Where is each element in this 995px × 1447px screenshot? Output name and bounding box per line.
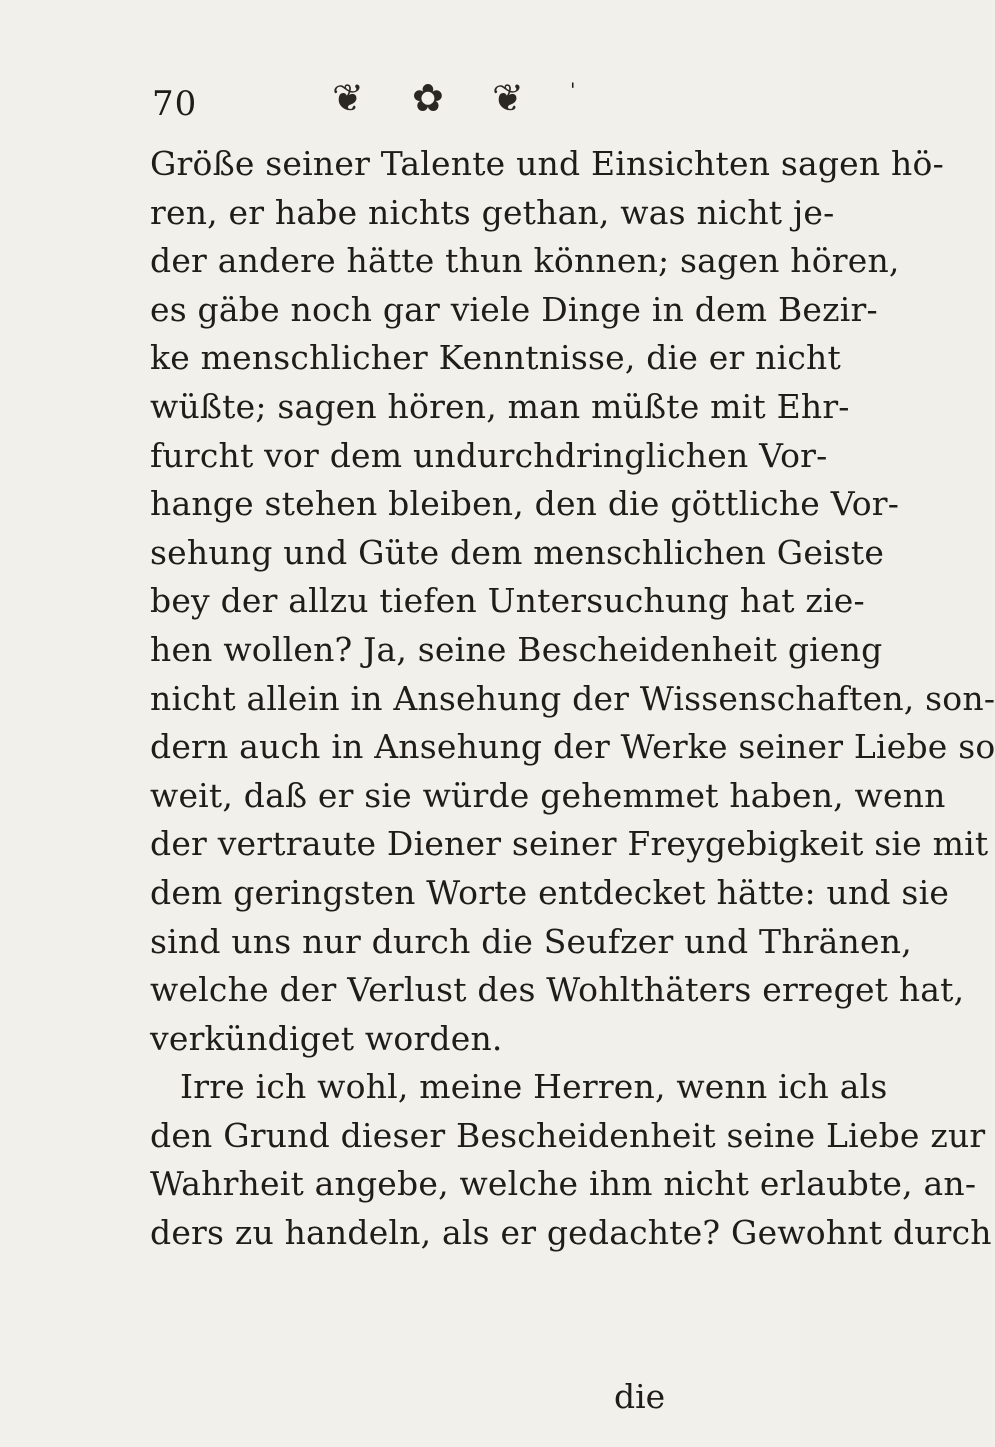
text-line: Wahrheit angebe, welche ihm nicht erlaubte, an- — [150, 1164, 977, 1204]
text-line: der vertraute Diener seiner Freygebigkeit sie mit — [150, 824, 989, 864]
text-line: furcht vor dem undurchdringlichen Vor- — [150, 435, 828, 475]
text-line: dem geringsten Worte entdecket hätte: und sie — [150, 872, 950, 912]
text-line: Irre ich wohl, meine Herren, wenn ich als — [180, 1067, 888, 1107]
text-line: ke menschlicher Kenntnisse, die er nicht — [150, 338, 841, 378]
text-line: bey der allzu tiefen Untersuchung hat zie- — [150, 581, 865, 621]
printers-ornament-icon: ❦ — [492, 76, 524, 120]
page-header — [152, 76, 672, 136]
text-line: ders zu handeln, als er gedachte? Gewohnt durch — [150, 1213, 992, 1253]
text-line: ren, er habe nichts gethan, was nicht je- — [150, 192, 835, 232]
text-line: Größe seiner Talente und Einsichten sagen hö- — [150, 144, 944, 183]
body-text — [150, 140, 995, 1258]
page-number: 70 — [152, 84, 198, 124]
text-line: wüßte; sagen hören, man müßte mit Ehr- — [150, 386, 850, 426]
text-line: der andere hätte thun können; sagen hören, — [150, 241, 900, 281]
text-line: hange stehen bleiben, den die göttliche Vor- — [150, 484, 900, 524]
printers-ornament-icon: ❦ — [332, 76, 364, 120]
text-line: welche der Verlust des Wohlthäters erreget hat, — [150, 970, 965, 1010]
text-line: nicht allein in Ansehung der Wissenschaften, son- — [150, 678, 995, 718]
catchword: die — [614, 1377, 666, 1416]
text-line: den Grund dieser Bescheidenheit seine Liebe zur — [150, 1115, 986, 1155]
header-mark: ' — [570, 78, 576, 102]
text-line: weit, daß er sie würde gehemmet haben, wenn — [150, 775, 946, 815]
text-line: dern auch in Ansehung der Werke seiner Liebe so — [150, 727, 995, 767]
printers-ornament-icon: ✿ — [412, 76, 444, 120]
text-line: hen wollen? Ja, seine Bescheidenheit gieng — [150, 629, 883, 669]
text-line: sind uns nur durch die Seufzer und Thränen, — [150, 921, 912, 961]
text-line: verkündiget worden. — [150, 1018, 503, 1058]
text-line: es gäbe noch gar viele Dinge in dem Bezir- — [150, 289, 878, 329]
text-line: sehung und Güte dem menschlichen Geiste — [150, 532, 885, 572]
